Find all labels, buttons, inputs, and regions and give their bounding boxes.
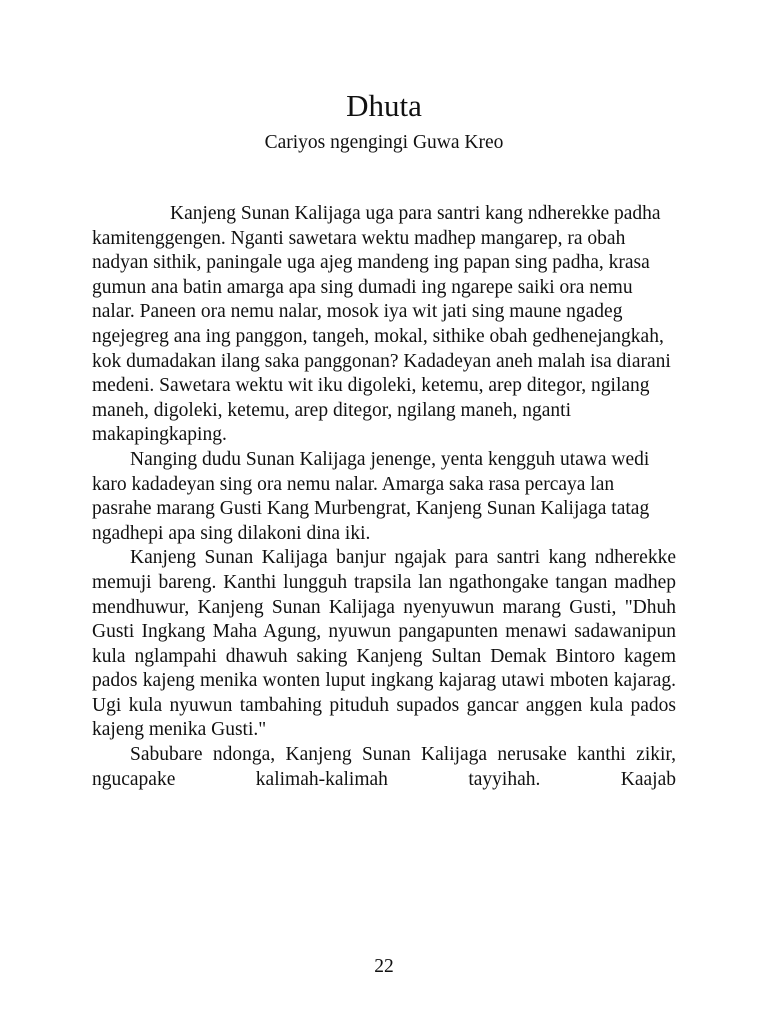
- paragraph-2: Nanging dudu Sunan Kalijaga jenenge, yenta kengguh utawa wedi karo kadadeyan sing ora nemu nalar. Amarga saka rasa percaya lan pasrahe marang Gusti Kang Murbengrat, Kanjeng Sunan Kalijaga tatag ngadhepi apa sing dilakoni dina iki.: [92, 448, 650, 544]
- paragraph-3: Kanjeng Sunan Kalijaga banjur ngajak para santri kang ndherekke memuji bareng. Kanthi lungguh trapsila lan ngathongake tangan madhep mendhuwur, Kanjeng Sunan Kalijaga nyenyuwun marang Gusti, "Dhuh Gusti Ingkang Maha Agung, nyuwun pangapunten menawi sadawanipun kula nglampahi dhawuh saking Kanjeng Sultan Demak Bintoro kagem pados kajeng menika wonten luput ingkang kajarag utawi mboten kajarag. Ugi kula nyuwun tambahing pituduh supados gancar anggen kula pados kajeng menika Gusti.": [92, 547, 676, 741]
- chapter-title: Dhuta: [346, 88, 422, 123]
- page-number: 22: [374, 956, 394, 977]
- chapter-subtitle: Cariyos ngengingi Guwa Kreo: [264, 132, 504, 153]
- body-text: [92, 202, 676, 792]
- paragraph-4: Sabubare ndonga, Kanjeng Sunan Kalijaga nerusake kanthi zikir, ngucapake kalimah-kalimah tayyihah. Kaajab: [92, 744, 676, 790]
- paragraph-1: Kanjeng Sunan Kalijaga uga para santri kang ndherekke padha kamitenggengen. Nganti sawetara wektu madhep mangarep, ra obah nadyan sithik, paningale uga ajeg mandeng ing papan sing padha, krasa gumun ana batin amarga apa sing dumadi ing ngarepe saiki ora nemu nalar. Paneen ora nemu nalar, mosok iya wit jati sing maune ngadeg ngejegreg ana ing panggon, tangeh, mokal, sithike obah gedhenejangkah, kok dumadakan ilang saka panggonan? Kadadeyan aneh malah isa diarani medeni. Sawetara wektu wit iku digoleki, ketemu, arep ditegor, ngilang maneh, digoleki, ketemu, arep ditegor, ngilang maneh, nganti makapingkaping.: [92, 203, 671, 446]
